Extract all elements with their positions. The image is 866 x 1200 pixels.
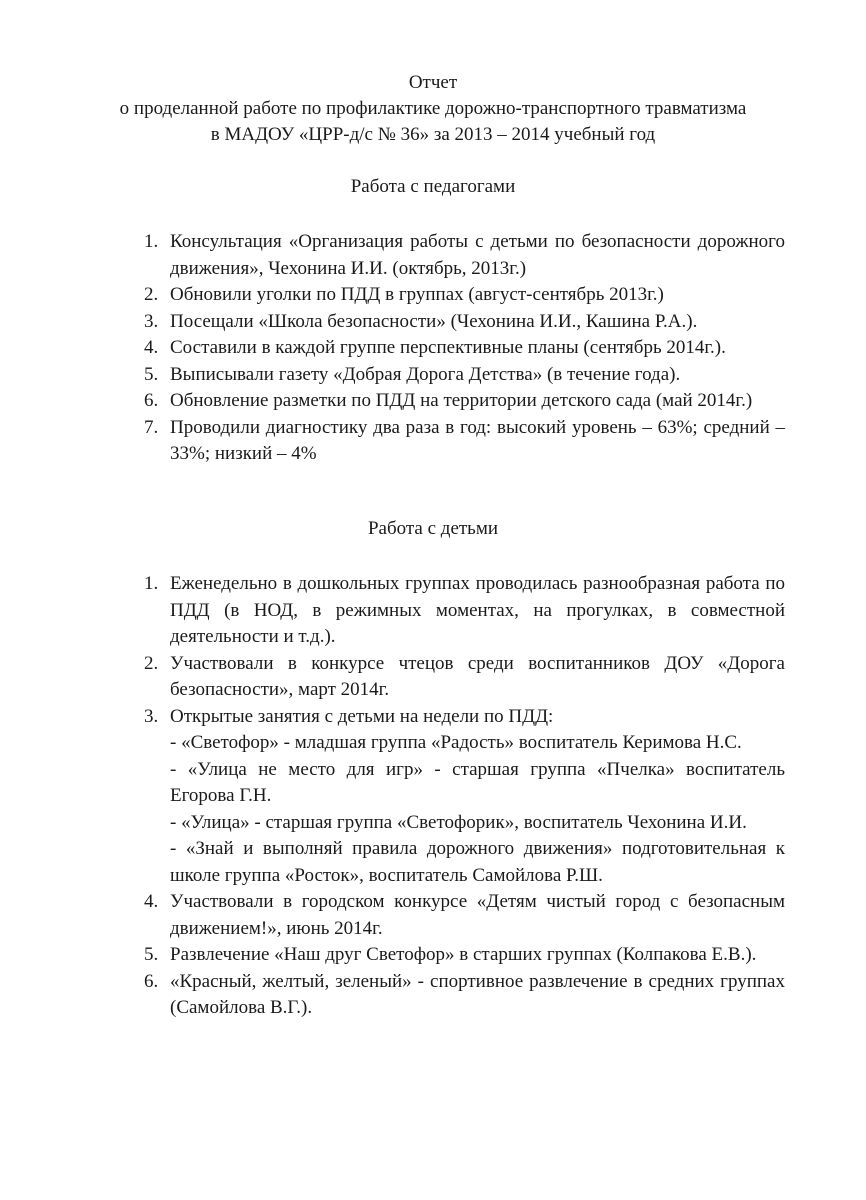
- item-text: Выписывали газету «Добрая Дорога Детства» (в течение года).: [170, 363, 681, 385]
- list-item: [144, 415, 785, 468]
- list-item: [144, 229, 785, 282]
- sub-item: - «Знай и выполняй правила дорожного движения» подготовительная к школе группа «Росток», воспитатель Самойлова Р.Ш.: [170, 838, 785, 886]
- report-header: [0, 70, 866, 148]
- list-item: [144, 309, 785, 336]
- list-item: [144, 889, 785, 942]
- list-item: [144, 362, 785, 389]
- item-text: Составили в каждой группе перспективные планы (сентябрь 2014г.).: [170, 337, 726, 358]
- item-text: «Красный, желтый, зеленый» - спортивное развлечение в средних группах (Самойлова В.Г.).: [170, 970, 785, 1018]
- item-text: Участвовали в конкурсе чтецов среди воспитанников ДОУ «Дорога безопасности», март 2014г.: [170, 652, 785, 700]
- item-number: 1.: [144, 573, 159, 594]
- section-heading-children: Работа с детьми: [367, 518, 499, 539]
- list-item: [144, 969, 785, 1022]
- report-subtitle-line2: в МАДОУ «ЦРР-д/с № 36» за 2013 – 2014 учебный год: [210, 124, 656, 145]
- list-item: [144, 282, 785, 309]
- sub-item: - «Улица не место для игр» - старшая группа «Пчелка» воспитатель Егорова Г.Н.: [170, 758, 785, 806]
- list-item: [144, 335, 785, 362]
- item-number: 1.: [144, 231, 159, 252]
- item-text: Посещали «Школа безопасности» (Чехонина И.И., Кашина Р.А.).: [170, 310, 698, 332]
- item-number: 5.: [144, 363, 159, 385]
- item-number: 3.: [144, 310, 159, 332]
- item-text: Консультация «Организация работы с детьми по безопасности дорожного движения», Чехонина И.И. (октябрь, 2013г.): [170, 231, 785, 279]
- item-text: Участвовали в городском конкурсе «Детям чистый город с безопасным движением!», июнь 2014г.: [170, 891, 785, 939]
- item-number: 5.: [144, 944, 159, 965]
- item-number: 4.: [144, 337, 159, 358]
- item-number: 7.: [144, 416, 159, 438]
- section-heading-teachers: Работа с педагогами: [350, 176, 516, 197]
- list-item: [144, 388, 785, 415]
- list-item: [144, 571, 785, 651]
- item-text: Обновили уголки по ПДД в группах (август-сентябрь 2013г.): [170, 284, 664, 305]
- item-text: Развлечение «Наш друг Светофор» в старших группах (Колпакова Е.В.).: [170, 944, 757, 965]
- item-text: Проводили диагностику два раза в год: высокий уровень – 63%; средний – 33%; низкий – 4%: [170, 416, 785, 464]
- item-text: Открытые занятия с детьми на недели по ПДД:: [170, 705, 554, 727]
- item-number: 3.: [144, 705, 159, 727]
- report-title: Отчет: [408, 72, 458, 93]
- item-number: 4.: [144, 891, 159, 912]
- report-subtitle-line1: о проделанной работе по профилактике дорожно-транспортного травматизма: [119, 98, 747, 119]
- item-number: 2.: [144, 284, 159, 305]
- item-text: Обновление разметки по ПДД на территории детского сада (май 2014г.): [170, 390, 753, 411]
- list-item: [144, 704, 785, 890]
- item-text: Еженедельно в дошкольных группах проводилась разнообразная работа по ПДД (в НОД, в режимных моментах, на прогулках, в совместной деятельности и т.д.).: [170, 573, 785, 647]
- item-number: 2.: [144, 652, 159, 674]
- sub-item: - «Улица» - старшая группа «Светофорик», воспитатель Чехонина И.И.: [170, 811, 747, 833]
- item-number: 6.: [144, 390, 159, 411]
- children-list: [144, 571, 785, 1022]
- list-item: [144, 942, 785, 969]
- item-number: 6.: [144, 970, 159, 992]
- list-item: [144, 651, 785, 704]
- teachers-list: [144, 229, 785, 468]
- sub-item: - «Светофор» - младшая группа «Радость» воспитатель Керимова Н.С.: [170, 732, 742, 753]
